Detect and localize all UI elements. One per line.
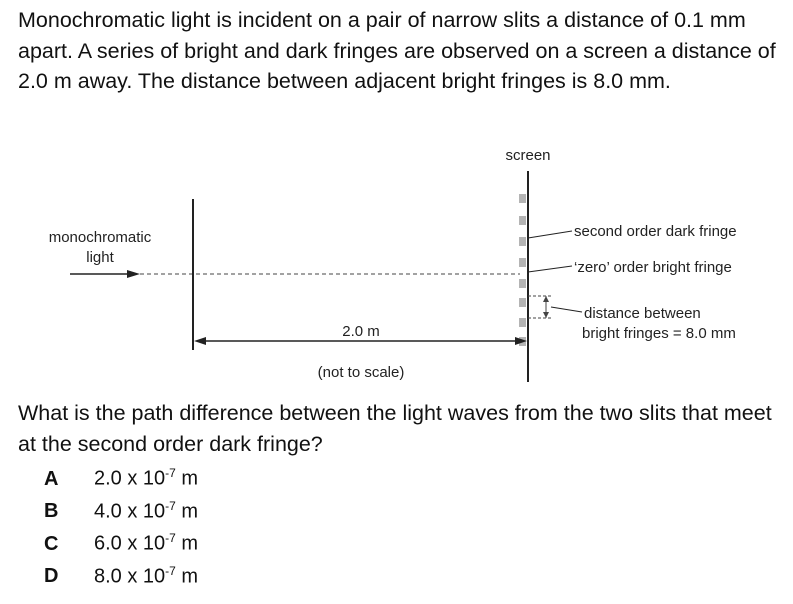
option-mantissa: 6.0 x 10 xyxy=(94,532,166,555)
option-mantissa: 2.0 x 10 xyxy=(94,467,166,490)
distance-arrowhead-left xyxy=(194,337,206,345)
spacing-arrowhead-up xyxy=(543,296,549,302)
fringe-pattern xyxy=(519,194,526,346)
option-exponent: -7 xyxy=(165,466,176,480)
bright-fringe-label: ‘zero’ order bright fringe xyxy=(574,259,732,276)
spacing-label-line2: bright fringes = 8.0 mm xyxy=(582,325,736,342)
option-value xyxy=(94,531,198,556)
option-d[interactable] xyxy=(44,564,198,597)
option-value xyxy=(94,466,198,491)
option-letter: D xyxy=(44,565,59,588)
option-value xyxy=(94,564,198,589)
option-exponent: -7 xyxy=(165,563,176,578)
screen-label: screen xyxy=(505,147,551,164)
option-b[interactable] xyxy=(44,499,198,532)
option-a[interactable] xyxy=(44,466,198,499)
option-exponent: -7 xyxy=(165,531,176,545)
dark-fringe-pointer xyxy=(528,231,572,238)
distance-label: 2.0 m xyxy=(342,323,380,340)
spacing-arrowhead-down xyxy=(543,312,549,318)
option-unit: m xyxy=(181,467,199,490)
question-intro: Monochromatic light is incident on a pair of narrow slits a distance of 0.1 mm apart. A series of bright and dark fringes are observed on a screen a distance of 2.0 m away. The distance between adjacent bright fringes is 8.0 mm. xyxy=(18,8,776,93)
option-mantissa: 8.0 x 10 xyxy=(94,565,166,588)
dark-fringe-label: second order dark fringe xyxy=(574,223,737,240)
bright-fringe-pointer xyxy=(528,266,572,272)
option-c[interactable] xyxy=(44,531,198,564)
incident-arrowhead xyxy=(127,270,140,278)
option-letter: B xyxy=(44,500,59,523)
option-unit: m xyxy=(181,500,199,523)
option-exponent: -7 xyxy=(165,498,176,513)
option-letter: C xyxy=(44,532,59,555)
source-label-line1: monochromatic xyxy=(48,229,152,246)
scale-note: (not to scale) xyxy=(317,364,405,381)
question-prompt: What is the path difference between the light waves from the two slits that meet at the second order dark fringe? xyxy=(18,401,772,456)
source-label-line2: light xyxy=(86,249,114,266)
option-letter: A xyxy=(44,467,59,490)
option-mantissa: 4.0 x 10 xyxy=(94,500,166,523)
spacing-pointer xyxy=(551,307,582,312)
spacing-label-line1: distance between xyxy=(584,305,701,322)
option-value xyxy=(94,499,198,524)
option-unit: m xyxy=(181,532,199,555)
answer-options xyxy=(44,466,198,596)
option-unit: m xyxy=(181,565,199,588)
double-slit-diagram xyxy=(0,138,793,398)
